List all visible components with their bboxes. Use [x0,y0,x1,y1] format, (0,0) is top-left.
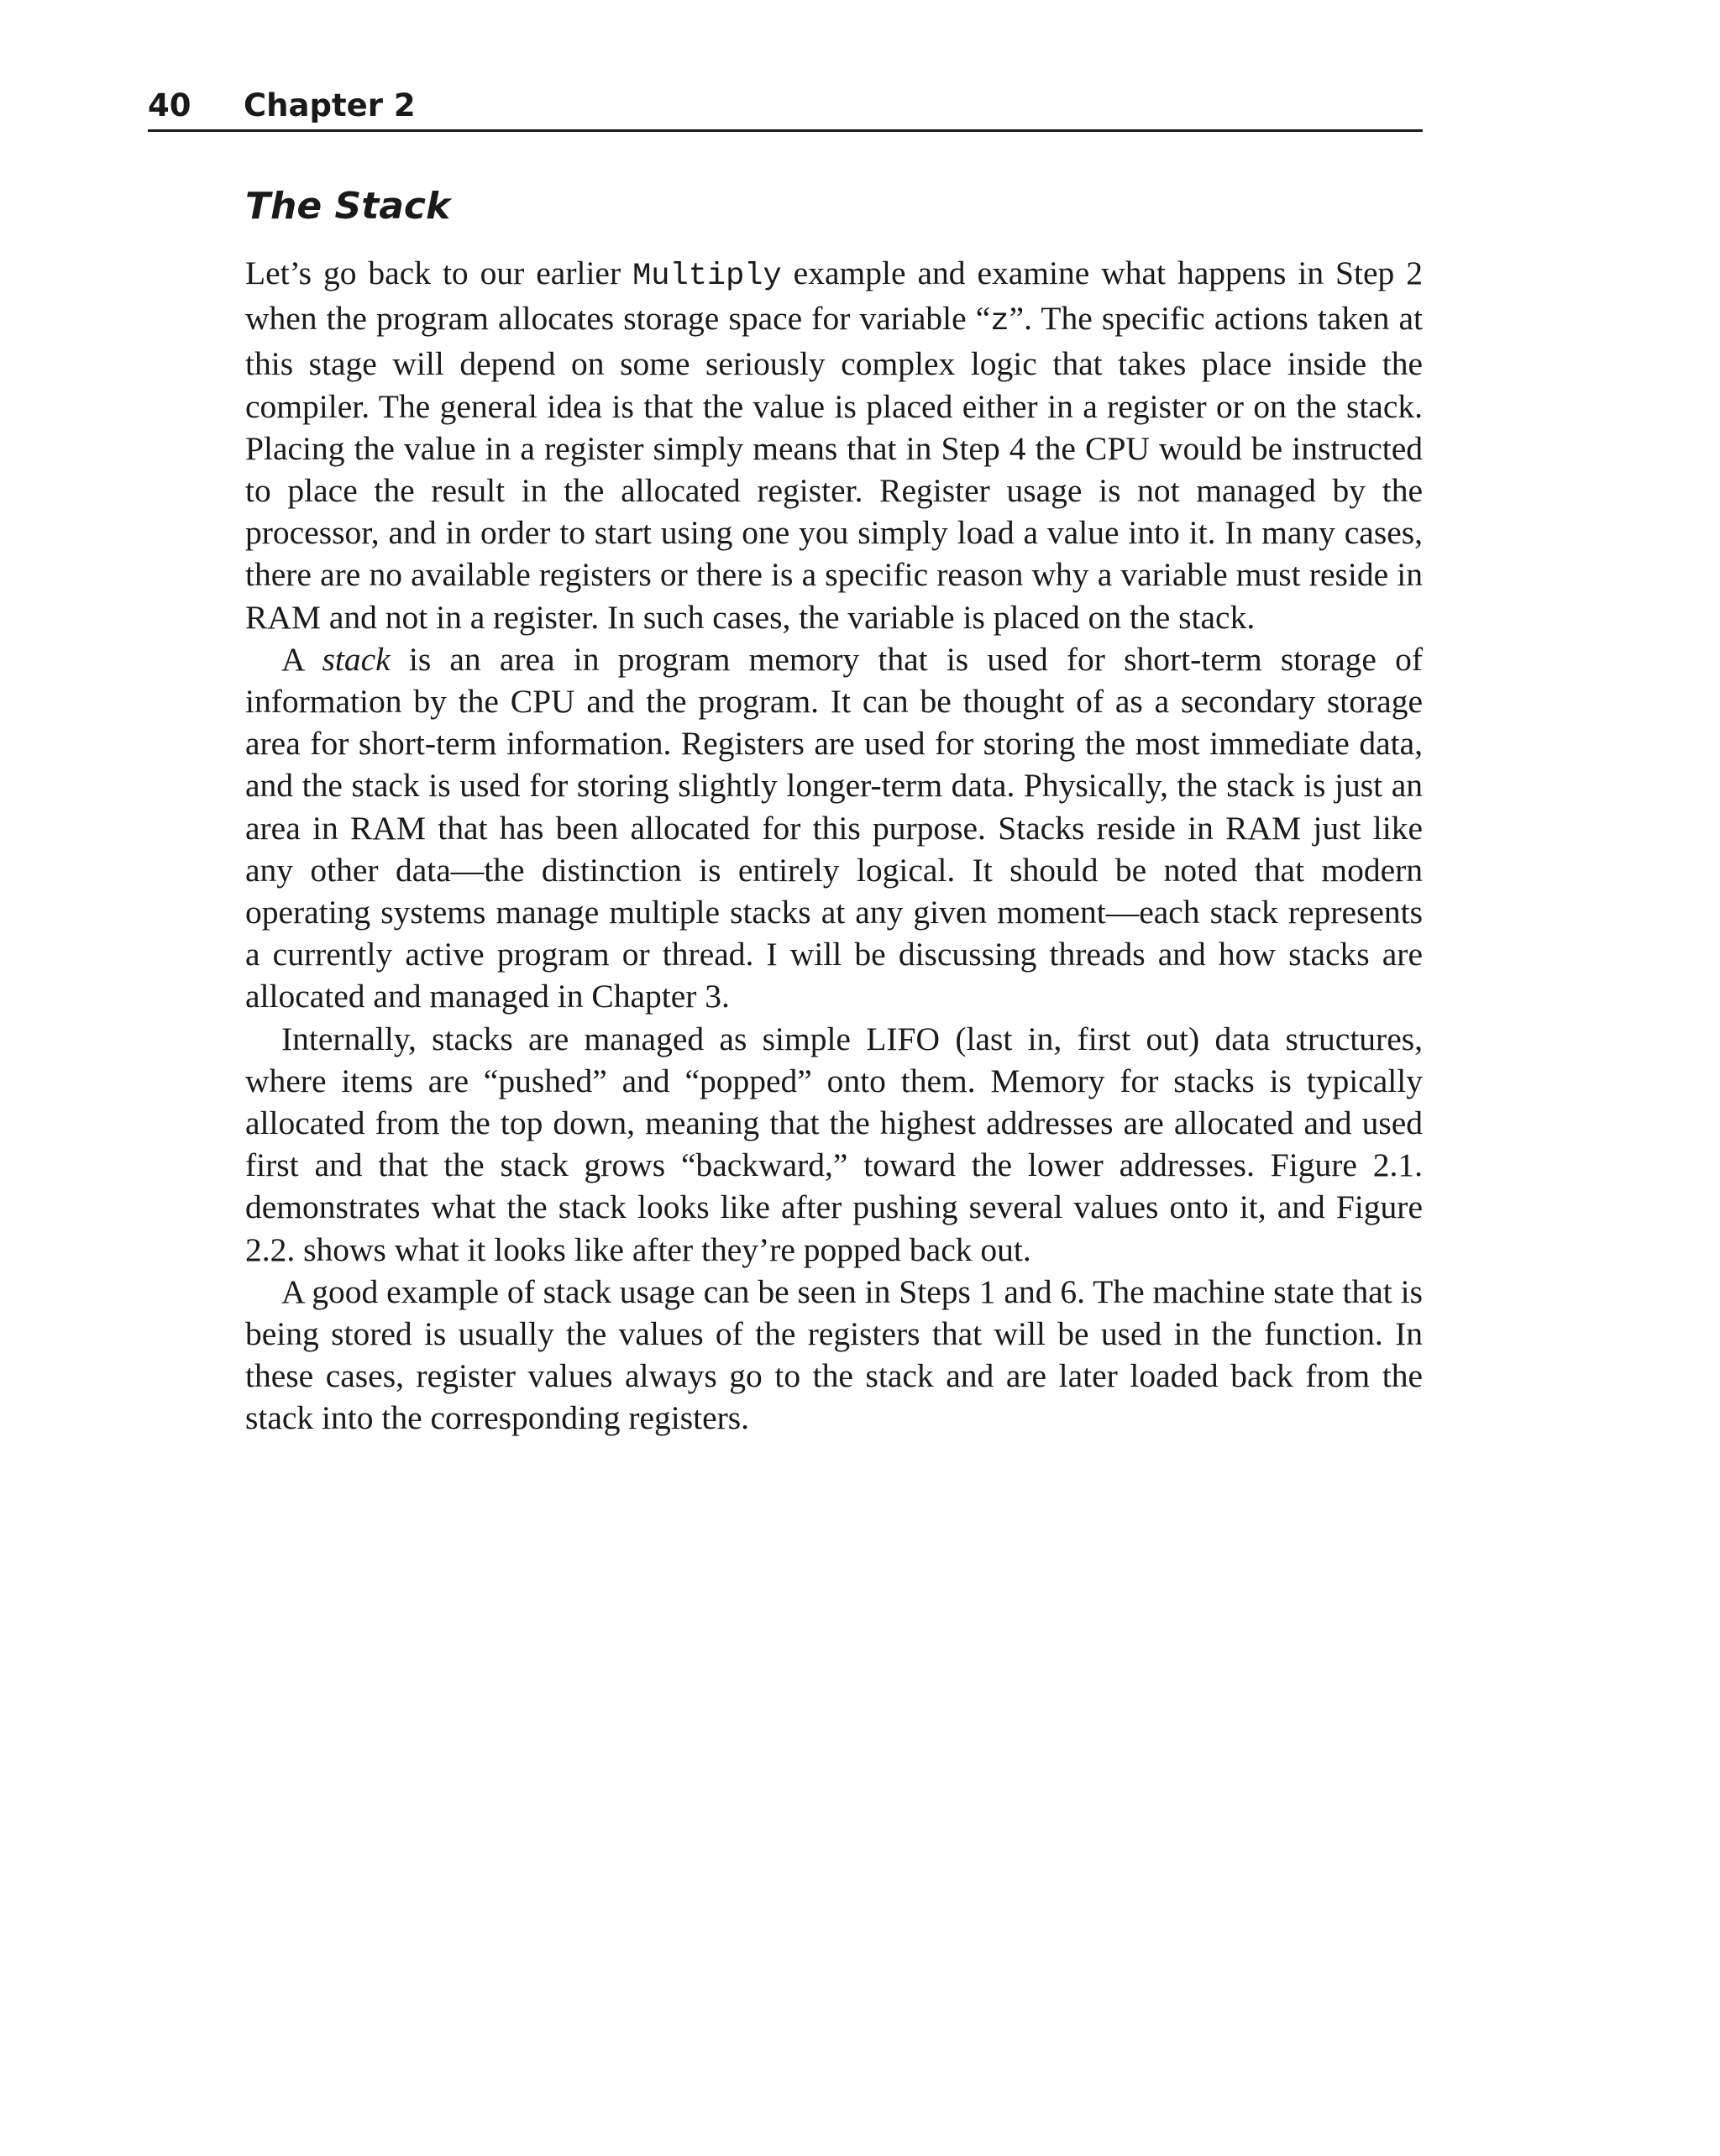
paragraph-3: Internally, stacks are managed as simple LIFO (last in, first out) data structures, where items are “pushed” and “popped” onto them. Memory for stacks is typically allocated from the top down, meaning that the highest addresses are allocated and used first and that the stack grows “backward,” toward the lower addresses. Figure 2.1. demonstrates what the stack looks like after pushing several values onto it, and Figure 2.2. shows what it looks like after they’re popped back out. [245,1020,1423,1268]
paragraph-1-text-b: example and examine what happens in Step 2 when the program allocates storage space for variable “ [245,254,1423,338]
paragraph-2-text-b: is an area in program memory that is used for short-term storage of information by the CPU and the program. It can be thought of as a secondary storage area for short-term information. Registers are used for storing the most immediate data, and the stack is used for storing slightly longer-term data. Physically, the stack is just an area in RAM that has been allocated for this purpose. Stacks reside in RAM just like any other data—the distinction is entirely logical. It should be noted that modern operating systems manage multiple stacks at any given moment—each stack represents a currently active program or thread. I will be discussing threads and how stacks are allocated and managed in Chapter 3. [245,640,1423,1015]
body-text [245,252,1423,1440]
code-multiply: Multiply [632,259,782,294]
running-head [148,82,1423,132]
paragraph-4: A good example of stack usage can be seen in Steps 1 and 6. The machine state that is being stored is usually the values of the registers that will be used in the function. In these cases, register values always go to the stack and are later loaded back from the stack into the corresponding registers. [245,1272,1423,1437]
page-number: 40 [148,87,191,123]
paragraph-2 [245,638,1423,1018]
paragraph-2-text-a: A [281,640,322,678]
chapter-label: Chapter 2 [244,87,416,123]
paragraph-1-text-a: Let’s go back to our earlier [245,254,633,291]
term-stack: stack [322,640,391,678]
code-z: z [990,304,1009,340]
paragraph-1 [245,252,1423,638]
paragraph-1-text-c: ”. The specific actions taken at this stage will depend on some seriously complex logic that takes place inside the compiler. The general idea is that the value is placed either in a register or on the stack. Placing the value in a register simply means that in Step 4 the CPU would be instructed to place the result in the allocated register. Register usage is not managed by the processor, and in order to start using one you simply load a value into it. In many cases, there are no available registers or there is a specific reason why a variable must reside in RAM and not in a register. In such cases, the variable is placed on the stack. [245,300,1423,636]
section-title: The Stack [245,185,451,228]
